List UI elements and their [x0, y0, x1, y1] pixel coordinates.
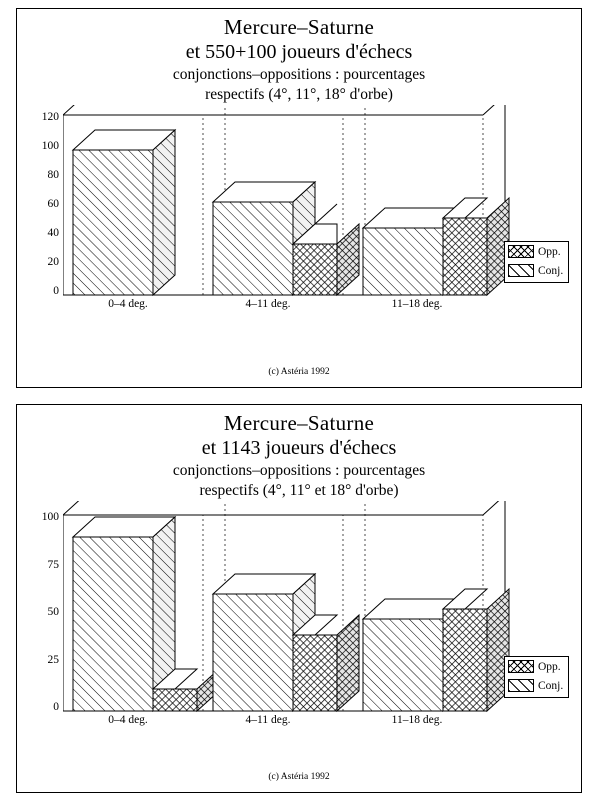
bar-chart-graphic-bottom — [63, 501, 573, 736]
bar-chart-graphic-top — [63, 105, 573, 325]
legend-label-opp: Opp. — [538, 660, 561, 673]
chart-subtitle-line-2: respectifs (4°, 11° et 18° d'orbe) — [199, 482, 399, 499]
y-tick-label: 25 — [47, 654, 59, 666]
y-tick-label: 80 — [47, 169, 59, 181]
legend-swatch-opp — [508, 245, 534, 258]
chart-title-block-bottom — [17, 405, 581, 501]
plot-area-bottom — [17, 501, 581, 751]
x-category-label: 11–18 deg. — [391, 298, 443, 310]
chart-panel-top — [16, 8, 582, 388]
chart-title-line-2: et 1143 joueurs d'échecs — [201, 437, 397, 459]
bar-opp-11-18 — [443, 589, 509, 711]
legend-swatch-opp — [508, 660, 534, 673]
chart-subtitle-line-1: conjonctions–oppositions : pourcentages — [172, 462, 426, 479]
y-tick-label: 40 — [47, 227, 59, 239]
chart-title-block-top — [17, 9, 581, 105]
bar-opp-11-18 — [443, 198, 509, 295]
legend-swatch-conj — [508, 264, 534, 277]
legend-swatch-conj — [508, 679, 534, 692]
y-tick-label: 0 — [53, 701, 59, 713]
legend-label-conj: Conj. — [538, 679, 564, 692]
legend-item-opp — [505, 242, 568, 261]
bar-conj-0-4 — [73, 130, 175, 295]
chart-title-line-1: Mercure–Saturne — [223, 15, 375, 39]
legend-label-opp: Opp. — [538, 245, 561, 258]
x-category-label: 4–11 deg. — [245, 714, 291, 726]
chart-subtitle-line-1: conjonctions–oppositions : pourcentages — [172, 66, 426, 83]
y-tick-label: 60 — [47, 198, 59, 210]
y-tick-label: 75 — [47, 559, 59, 571]
x-category-label: 0–4 deg. — [108, 714, 148, 726]
legend-item-conj — [505, 676, 568, 695]
chart-legend-top — [504, 241, 569, 283]
chart-subtitle-line-2: respectifs (4°, 11°, 18° d'orbe) — [205, 86, 393, 103]
y-tick-label: 0 — [53, 285, 59, 297]
chart-title-line-2: et 550+100 joueurs d'échecs — [185, 41, 413, 63]
y-tick-label: 100 — [41, 511, 59, 523]
chart-credit-top: (c) Astéria 1992 — [268, 367, 330, 377]
y-tick-label: 50 — [47, 606, 59, 618]
chart-title-line-1: Mercure–Saturne — [223, 411, 375, 435]
x-category-label: 11–18 deg. — [391, 714, 443, 726]
y-tick-label: 120 — [41, 111, 59, 123]
legend-label-conj: Conj. — [538, 264, 564, 277]
chart-panel-bottom — [16, 404, 582, 793]
legend-item-opp — [505, 657, 568, 676]
y-tick-label: 20 — [47, 256, 59, 268]
x-category-label: 4–11 deg. — [245, 298, 291, 310]
bar-conj-0-4 — [73, 517, 175, 711]
chart-credit-bottom: (c) Astéria 1992 — [268, 772, 330, 782]
plot-area-top — [17, 105, 581, 350]
chart-legend-bottom — [504, 656, 569, 698]
y-tick-label: 100 — [41, 140, 59, 152]
x-category-label: 0–4 deg. — [108, 298, 148, 310]
bar-opp-4-11 — [293, 615, 359, 711]
legend-item-conj — [505, 261, 568, 280]
